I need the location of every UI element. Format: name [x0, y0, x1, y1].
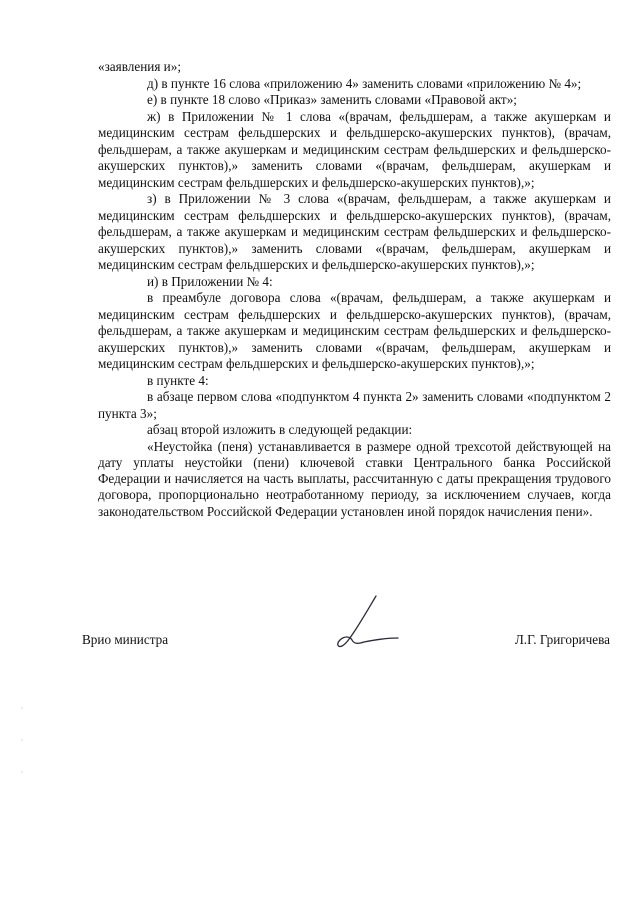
- paragraph-item-zh: ж) в Приложении № 1 слова «(врачам, фельдшерам, а также акушеркам и медицинским сестрам фельдшерских и фельдшерско-акушерских пунктов), (врачам, фельдшерам, а также акушеркам и медицинским сестрам фельдшерских и фельдшерско-акушерских пунктов),» заменить словами «(врачам, фельдшерам, акушеркам и медицинским сестрам фельдшерских и фельдшерско-акушерских пунктов),»;: [98, 108, 611, 190]
- document-body: [98, 59, 611, 520]
- paragraph-second-abzac: абзац второй изложить в следующей редакции:: [147, 422, 413, 437]
- paragraph-item-i: и) в Приложении № 4:: [147, 273, 273, 289]
- paragraph-item-d: д) в пункте 16 слова «приложению 4» заменить словами «приложению № 4»;: [147, 75, 582, 91]
- signer-name: Л.Г. Григоричева: [514, 632, 610, 647]
- paragraph-continuation: «заявления и»;: [98, 59, 182, 74]
- paragraph-first-abzac: в абзаце первом слова «подпунктом 4 пункта 2» заменить словами «подпунктом 2 пункта 3»;: [98, 389, 611, 421]
- paragraph-item-e: е) в пункте 18 слово «Приказ» заменить словами «Правовой акт»;: [147, 92, 517, 107]
- signature-row: [82, 632, 610, 654]
- paragraph-point-4: в пункте 4:: [147, 372, 209, 388]
- position-title: Врио министра: [82, 632, 169, 647]
- paragraph-item-z: з) в Приложении № 3 слова «(врачам, фельдшерам, а также акушеркам и медицинским сестрам фельдшерских и фельдшерско-акушерских пунктов), (врачам, фельдшерам, а также акушеркам и медицинским сестрам фельдшерских и фельдшерско-акушерских пунктов),» заменить словами «(врачам, фельдшерам, акушеркам и медицинским сестрам фельдшерских и фельдшерско-акушерских пунктов),»;: [98, 191, 611, 272]
- paragraph-penalty-quote: «Неустойка (пеня) устанавливается в размере одной трехсотой действующей на дату уплаты неустойки (пени) ключевой ставки Центрального банка Российской Федерации и начисляется на часть выплаты, рассчитанную с даты прекращения трудового договора, пропорционально неотработанному периоду, за исключением случаев, когда законодательством Российской Федерации установлен иной порядок начисления пени».: [98, 438, 611, 519]
- paragraph-preamble: в преамбуле договора слова «(врачам, фельдшерам, а также акушеркам и медицинским сестрам фельдшерских и фельдшерско-акушерских пунктов), (врачам, фельдшерам, а также акушеркам и медицинским сестрам фельдшерских и фельдшерско-акушерских пунктов),» заменить словами «(врачам, фельдшерам, акушеркам и медицинским сестрам фельдшерских и фельдшерско-акушерских пунктов),»;: [98, 290, 611, 371]
- scan-margin-marks: [20, 700, 24, 780]
